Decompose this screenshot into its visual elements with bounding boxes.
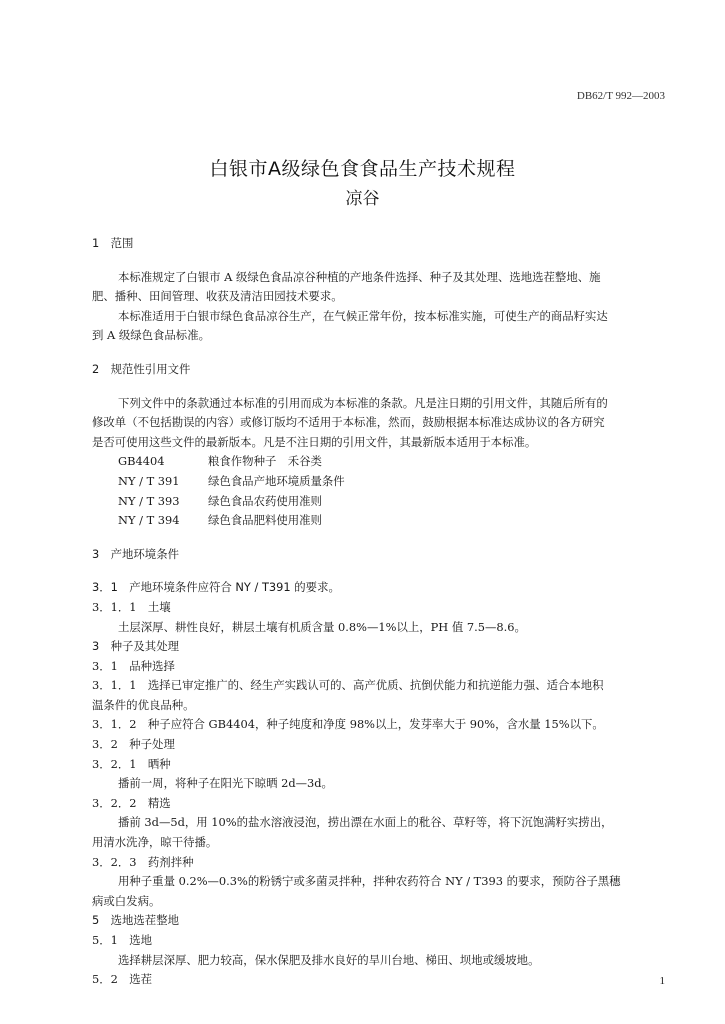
clause: 3．2．2 精选 xyxy=(92,795,171,810)
paragraph-line: 修改单（不包括勘误的内容）或修订版均不适用于本标准，然而，鼓励根据本标准达成协议的各方研究 xyxy=(92,415,605,430)
clause: 3．2．1 晒种 xyxy=(92,756,171,771)
reference-item xyxy=(92,511,670,531)
paragraph-line: 温条件的优良品种。 xyxy=(92,697,195,712)
section-heading-field-selection: 5 选地选茬整地 xyxy=(92,913,179,928)
clause: 5．1 选地 xyxy=(92,933,153,947)
paragraph-line: 本标准规定了白银市 A 级绿色食品凉谷种植的产地条件选择、种子及其处理、选地选茬整地、施 xyxy=(118,269,601,284)
document-title: 白银市A级绿色食食品生产技术规程 xyxy=(209,158,516,180)
paragraph-line: 播前一周，将种子在阳光下晾晒 2d—3d。 xyxy=(118,776,333,791)
paragraph-line: 3．1．2 种子应符合 GB4404，种子纯度和净度 98%以上，发芽率大于 90%，含水量 15%以下。 xyxy=(92,717,604,732)
document-number: DB62/T 992—2003 xyxy=(576,90,665,102)
clause: 3．1 产地环境条件应符合 NY / T391 的要求。 xyxy=(92,580,340,595)
clause: 3．1 品种选择 xyxy=(92,658,175,673)
paragraph-line: 用种子重量 0.2%—0.3%的粉锈宁或多菌灵拌种，拌种农药符合 NY / T393 的要求，预防谷子黑穗 xyxy=(118,874,621,889)
reference-title: 绿色食品农药使用准则 xyxy=(208,493,322,508)
paragraph-line: 是否可使用这些文件的最新版本。凡是不注日期的引用文件，其最新版本适用于本标准。 xyxy=(92,434,537,449)
reference-code: NY / T 394 xyxy=(118,513,180,528)
reference-item xyxy=(92,472,670,492)
reference-title: 粮食作物种子 禾谷类 xyxy=(208,454,322,469)
paragraph-line: 播前 3d—5d，用 10%的盐水溶液浸泡，捞出漂在水面上的秕谷、草籽等，将下沉饱满籽实捞出， xyxy=(118,815,613,830)
reference-item xyxy=(92,492,670,512)
section-heading-scope: 1 范围 xyxy=(92,236,134,250)
reference-item xyxy=(92,452,670,472)
paragraph-line: 到 A 级绿色食品标准。 xyxy=(92,328,210,343)
reference-code: NY / T 393 xyxy=(118,493,180,508)
section-heading-seeds: 3 种子及其处理 xyxy=(92,639,179,654)
page-number: 1 xyxy=(659,975,665,987)
reference-title: 绿色食品肥料使用准则 xyxy=(208,513,322,528)
paragraph-line: 下列文件中的条款通过本标准的引用而成为本标准的条款。凡是注日期的引用文件，其随后所有的 xyxy=(118,395,608,410)
document-body xyxy=(92,234,670,990)
paragraph-line: 3．1．1 选择已审定推广的、经生产实践认可的、高产优质、抗倒伏能力和抗逆能力强、适合本地积 xyxy=(92,678,604,693)
section-heading-references: 2 规范性引用文件 xyxy=(92,361,191,376)
paragraph-line: 选择耕层深厚、肥力较高，保水保肥及排水良好的旱川台地、梯田、坝地或缓坡地。 xyxy=(118,952,540,967)
paragraph-line: 病或白发病。 xyxy=(92,893,161,908)
paragraph-line: 本标准适用于白银市绿色食品凉谷生产，在气候正常年份，按本标准实施，可使生产的商品籽实达 xyxy=(118,308,608,323)
clause: 3．1．1 土壤 xyxy=(92,599,171,614)
reference-title: 绿色食品产地环境质量条件 xyxy=(208,473,345,488)
clause: 3．2．3 药剂拌种 xyxy=(92,854,194,869)
paragraph-line: 用清水洗净，晾干待播。 xyxy=(92,835,218,850)
reference-code: GB4404 xyxy=(118,454,165,469)
paragraph-line: 土层深厚、耕性良好，耕层土壤有机质含量 0.8%—1%以上，PH 值 7.5—8.6。 xyxy=(118,619,526,634)
clause: 5．2 选茬 xyxy=(92,972,153,987)
reference-code: NY / T 391 xyxy=(118,473,180,488)
document-subtitle: 凉谷 xyxy=(345,189,380,209)
clause: 3．2 种子处理 xyxy=(92,737,175,752)
section-heading-environment: 3 产地环境条件 xyxy=(92,546,179,561)
paragraph-line: 肥、播种、田间管理、收获及清洁田园技术要求。 xyxy=(92,289,343,304)
